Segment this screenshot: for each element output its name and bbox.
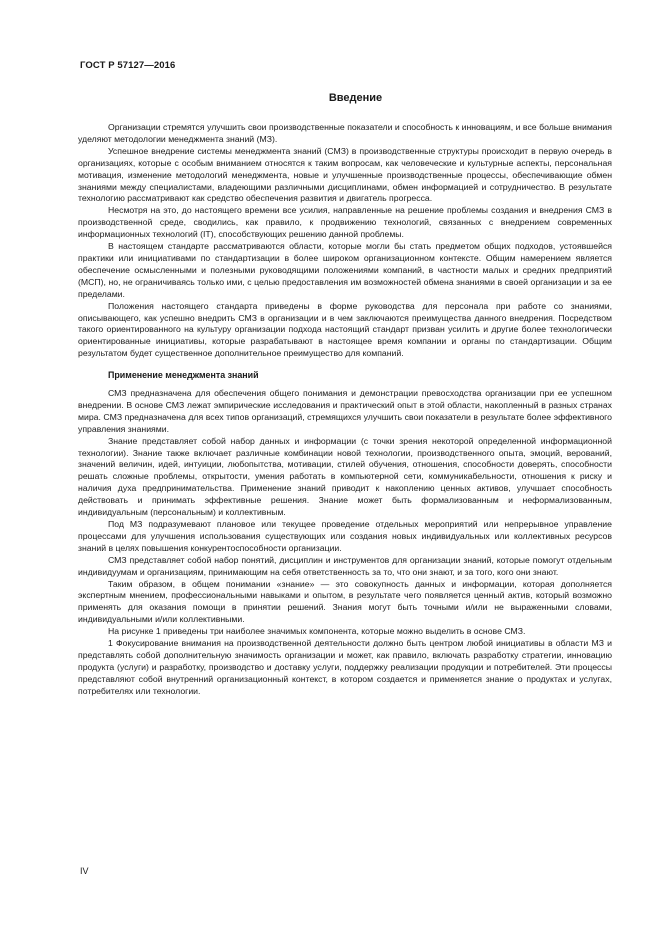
section-title-introduction: Введение [328, 92, 383, 104]
paragraph: Положения настоящего стандарта приведены в форме руководства для персонала при работе со знаниями, описывающего, как успешно внедрить СМЗ в организации и в чем заключаются преимущества данного внедрения. Посредством такого ориентированного на культуру организации подхода настоящий стандарт призван усилить и другие более технологически ориентированные инициативы, которые разрабатывают в настоящее время компании и органы по стандартизации. Общим результатом будет существенное дополнительное преимущество для компаний. [78, 300, 612, 359]
paragraph: На рисунке 1 приведены три наиболее значимых компонента, которые можно выделить в основе СМЗ. [108, 626, 526, 637]
page-number: IV [80, 866, 89, 876]
paragraph: 1 Фокусирование внимания на производственной деятельности должно быть центром любой инициативы в области МЗ и представлять собой дополнительную значимость организации и может, как правило, включать разработку стратегии, инновацию продукта (услуги) и разработку, производство и доставку услуги, поддержку реализации продукции и потребителей. Эти процессы представляют собой внутренний организационный контекст, в котором создается и применяется знание о продуктах и услугах, потребителях или технологии. [78, 638, 612, 696]
paragraph: В настоящем стандарте рассматриваются области, которые могли бы стать предметом общих подходов, устоявшейся практики или инициативами по стандартизации в более широком организационном контексте. Общим намерением является обеспечение осмысленными и полезными руководящими положениями компаний, в частности малых и средних предприятий (МСП), но, не ограничиваясь только ими, с целью предоставления им возможностей обмена знаниями в своей организации и за ее пределами. [78, 241, 612, 299]
paragraph: СМЗ представляет собой набор понятий, дисциплин и инструментов для организации знаний, которые помогут отдельным индивидуумам и организациям, принимающим на себя ответственность за то, что они знают, и за того, кого они знают. [78, 554, 612, 577]
document-body [78, 122, 612, 698]
paragraph: Знание представляет собой набор данных и информации (с точки зрения некоторой определенной информационной технологии). Знание также включает различные комбинации новой технологии, производственного опыта, эмоций, верований, значений величин, идей, интуиции, любопытства, мотивации, стилей обучения, отношения, способности доверять, способности решать сложные проблемы, открытости, умения работать в компьютерной сети, коммуникабельности, отношения к риску и наличия духа предпринимательства. Применение знаний приводит к накоплению ценных активов, улучшает способность действовать и принимать эффективные решения. Знание может быть формализованным и неформализованным, индивидуальным (персональным) и коллективным. [78, 435, 612, 518]
paragraph: Успешное внедрение системы менеджмента знаний (СМЗ) в производственные структуры происходит в первую очередь в организациях, которые с особым вниманием относятся к таким вопросам, как человеческие и культурные аспекты, персональная мотивация, изменение методологий менеджмента, новые и улучшенные производственные процессы, обеспечивающие обмен знаниями между специалистами, владеющими различными дисциплинами, обмен информацией и сотрудничество. В результате технологию рассматривают как средство обеспечения развития и двигатель прогресса. [78, 145, 612, 204]
standard-code-header: ГОСТ Р 57127—2016 [80, 60, 176, 71]
subsection-heading: Применение менеджмента знаний [108, 370, 259, 381]
paragraph: Несмотря на это, до настоящего времени все усилия, направленные на решение проблемы создания и внедрения СМЗ в производственной среде, сводились, как правило, к продвижению технологий, связанных с внедрением современных информационных технологий (IT), способствующих решению данной проблемы. [78, 205, 612, 240]
paragraph: СМЗ предназначена для обеспечения общего понимания и демонстрации превосходства организации при ее успешном внедрении. В основе СМЗ лежат эмпирические исследования и практический опыт в этой области, накопленный в разных странах мира. СМЗ предназначена для всех типов организаций, стремящихся улучшить свои показатели в результате более эффективного управления знаниями. [78, 388, 612, 434]
paragraph: Таким образом, в общем понимании «знание» — это совокупность данных и информации, которая дополняется экспертным мнением, профессиональными навыками и опытом, в результате чего появляется ценный актив, который возможно применять для оказания помощи в принятии решений. Знания могут быть точными и/или не выраженными словами, индивидуальными и/или коллективными. [78, 578, 612, 625]
paragraph: Под МЗ подразумевают плановое или текущее проведение отдельных мероприятий или непрерывное управление процессами для улучшения использования существующих или создания новых индивидуальных или коллективных ресурсов знаний в целях повышения конкурентоспособности организации. [78, 519, 612, 553]
paragraph: Организации стремятся улучшить свои производственные показатели и способность к инновациям, и все больше внимания уделяют методологии менеджмента знаний (МЗ). [78, 122, 612, 144]
